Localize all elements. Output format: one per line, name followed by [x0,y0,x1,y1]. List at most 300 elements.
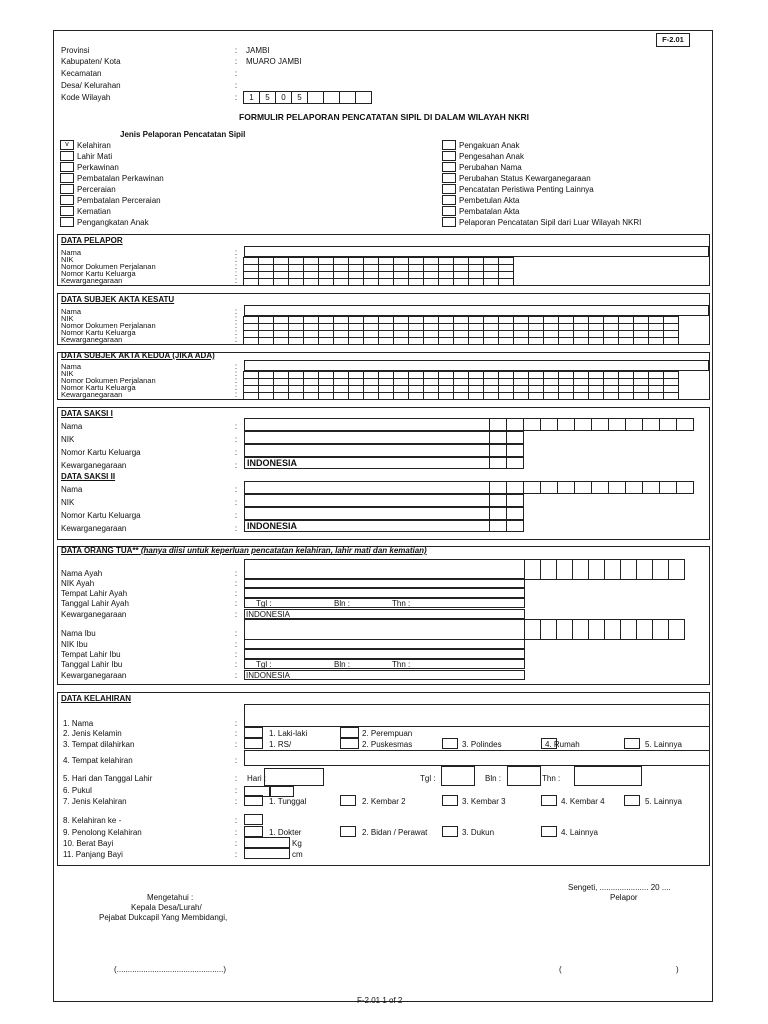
provinsi-label: Provinsi [61,46,90,55]
saksi1-nama-cells-cell[interactable] [659,418,677,431]
kelahiran-nama-box[interactable] [244,704,710,727]
pelapor-row-4-cell[interactable] [348,278,364,286]
kode-digit-cell[interactable] [355,91,372,104]
subjek2-field-label: Nama [61,362,82,371]
subjek2-row-4-cell[interactable] [603,392,619,400]
subjek1-row-4-cell[interactable] [603,337,619,345]
ibu-nama-cells-cell[interactable] [524,619,541,640]
ayah-nama-box[interactable] [244,559,525,580]
kode-digit-cell[interactable] [339,91,356,104]
jenis-option-label: Kelahiran [77,141,111,150]
ayah-tanggal-box[interactable] [244,598,525,608]
jenis-kelahiran-option-label: 5. Lainnya [645,797,682,806]
ayah-nama-cells-cell[interactable] [636,559,653,580]
colon: : [234,383,238,392]
saksi2-nama-cells-cell[interactable] [523,481,541,494]
penolong-checkbox[interactable] [244,826,263,837]
ibu-field-label: NIK Ibu [61,640,88,649]
subjek2-row-4-cell[interactable] [573,392,589,400]
ayah-thn-label: Thn : [392,599,411,608]
saksi1-nama-cells-cell[interactable] [591,418,609,431]
saksi2-kk-cells-cell[interactable] [489,507,507,520]
jenis-checkbox[interactable] [60,162,74,172]
subjek2-row-4-cell[interactable] [558,392,574,400]
colon: : [234,422,238,431]
colon: : [234,850,238,859]
jenis-checkbox[interactable] [60,173,74,183]
tempat-checkbox[interactable] [244,738,263,749]
jenis-checkbox[interactable] [60,195,74,205]
saksi2-nama-cells-cell[interactable] [625,481,643,494]
colon: : [234,650,238,659]
colon: : [234,660,238,669]
subjek2-row-4[interactable] [244,392,679,400]
ayah-nik-box[interactable] [244,578,525,588]
subjek1-row-4-cell[interactable] [483,337,499,345]
penolong-checkbox[interactable] [442,826,458,837]
berat-box[interactable] [244,837,290,848]
subjek2-row-4-cell[interactable] [273,392,289,400]
ayah-tempat-box[interactable] [244,588,525,598]
thn-box[interactable] [574,766,642,786]
jenis-kelahiran-checkbox[interactable] [340,795,356,806]
saksi2-kw-cells[interactable] [490,520,524,532]
ortu-note: (hanya diisi untuk keperluan pencatatan kelahiran, lahir mati dan kematian) [140,546,427,555]
colon: : [234,269,238,278]
subjek2-row-4-cell[interactable] [303,392,319,400]
subjek2-row-4-cell[interactable] [258,392,274,400]
pelapor-row-4-cell[interactable] [318,278,334,286]
jenis-checkbox[interactable] [60,206,74,216]
pelapor-row-4-cell[interactable] [288,278,304,286]
ayah-nama-cells-cell[interactable] [604,559,621,580]
saksi2-kk-box[interactable] [244,507,490,520]
bln-box[interactable] [507,766,541,786]
ibu-nama-cells-cell[interactable] [652,619,669,640]
kode-digit-cell[interactable]: 5 [259,91,276,104]
ayah-nama-cells-cell[interactable] [524,559,541,580]
saksi1-field-label: Nomor Kartu Keluarga [61,448,141,457]
saksi1-nik-box[interactable] [244,431,490,444]
subjek2-row-4-cell[interactable] [513,392,529,400]
saksi1-nama-cells-cell[interactable] [523,418,541,431]
subjek2-row-4-cell[interactable] [318,392,334,400]
ayah-nama-cells-cell[interactable] [572,559,589,580]
colon: : [234,839,238,848]
subjek1-row-4-cell[interactable] [348,337,364,345]
pelapor-row-4-cell[interactable] [273,278,289,286]
mengetahui-label: Mengetahui : [147,893,194,902]
subjek2-row-4-cell[interactable] [333,392,349,400]
subjek1-row-4-cell[interactable] [663,337,679,345]
pelapor-row-4-cell[interactable] [303,278,319,286]
saksi2-nama-cells[interactable] [490,481,694,494]
ayah-bln-label: Bln : [334,599,351,608]
colon: : [234,579,238,588]
ortu-heading [61,546,427,555]
pelapor-row-4-cell[interactable] [363,278,379,286]
kelahiran-item-label: 4. Tempat kelahiran [63,756,133,765]
saksi2-kk-cells[interactable] [490,507,524,520]
saksi1-nama-cells-cell[interactable] [557,418,575,431]
tempat-checkbox[interactable] [340,738,359,749]
ayah-nama-cells-cell[interactable] [620,559,637,580]
kode-digit-cell[interactable]: 0 [275,91,292,104]
subjek2-row-4-cell[interactable] [393,392,409,400]
penolong-checkbox[interactable] [340,826,356,837]
tempat-option-label: 4. Rumah [545,740,580,749]
jenis-option-label: Pengesahan Anak [459,152,524,161]
ibu-nama-cells-cell[interactable] [572,619,589,640]
tempat-kelahiran-box[interactable] [244,750,710,766]
saksi2-field-label: Nomor Kartu Keluarga [61,511,141,520]
ayah-nama-cells-cell[interactable] [540,559,557,580]
jenis-checkbox[interactable] [60,217,74,227]
kabupaten-label: Kabupaten/ Kota [61,57,121,66]
desa-label: Desa/ Kelurahan [61,81,121,90]
saksi1-kw-cells-cell[interactable] [506,457,524,469]
saksi1-kk-box[interactable] [244,444,490,457]
colon: : [234,362,238,371]
ayah-nama-cells[interactable] [525,559,685,580]
tempat-option-label: 3. Polindes [462,740,502,749]
subjek2-row-4-cell[interactable] [408,392,424,400]
subjek1-row-4-cell[interactable] [273,337,289,345]
subjek2-row-4-cell[interactable] [423,392,439,400]
ibu-nama-cells-cell[interactable] [668,619,685,640]
saksi1-nama-cells-cell[interactable] [506,418,524,431]
subjek2-row-4-cell[interactable] [243,392,259,400]
jenis-kelahiran-option-label: 1. Tunggal [269,797,307,806]
tempat-checkbox[interactable] [624,738,640,749]
tempat-checkbox[interactable] [442,738,458,749]
pelapor-row-4-cell[interactable] [243,278,259,286]
subjek1-field-label: Nomor Dokumen Perjalanan [61,321,156,330]
colon: : [234,314,238,323]
subjek1-row-4-cell[interactable] [633,337,649,345]
saksi1-kk-cells-cell[interactable] [489,444,507,457]
subjek2-heading: DATA SUBJEK AKTA KEDUA (JIKA ADA) [61,351,215,360]
saksi2-nama-cells-cell[interactable] [608,481,626,494]
subjek2-row-4-cell[interactable] [498,392,514,400]
saksi2-nik-cells-cell[interactable] [489,494,507,507]
colon: : [234,797,238,806]
jenis-kelahiran-option-label: 2. Kembar 2 [362,797,406,806]
jenis-checkbox[interactable] [442,140,456,150]
saksi2-nama-cells-cell[interactable] [659,481,677,494]
ibu-nama-cells-cell[interactable] [636,619,653,640]
ibu-tanggal-box[interactable] [244,659,525,669]
saksi1-nama-cells-cell[interactable] [574,418,592,431]
saksi1-nik-cells[interactable] [490,431,524,444]
provinsi-value[interactable]: JAMBI [246,46,270,55]
kelahiran-ke-box[interactable] [244,814,263,825]
jenis-heading: Jenis Pelaporan Pencatatan Sipil [120,130,246,139]
subjek1-row-4-cell[interactable] [423,337,439,345]
subjek2-row-4-cell[interactable] [453,392,469,400]
colon: : [234,255,238,264]
pelapor-nama-box[interactable] [244,246,709,257]
kelahiran-item-label: 3. Tempat dilahirkan [63,740,135,749]
jenis-checkbox[interactable] [442,184,456,194]
subjek1-row-4-cell[interactable] [558,337,574,345]
pelapor-row-4-cell[interactable] [453,278,469,286]
saksi2-nama-cells-cell[interactable] [557,481,575,494]
subjek1-row-4-cell[interactable] [513,337,529,345]
ibu-nama-cells-cell[interactable] [540,619,557,640]
jenis-option-label: Pencatatan Peristiwa Penting Lainnya [459,185,594,194]
saksi2-nama-cells-cell[interactable] [642,481,660,494]
subjek2-row-4-cell[interactable] [378,392,394,400]
jenis-kelahiran-checkbox[interactable] [442,795,458,806]
pelapor-row-4-cell[interactable] [258,278,274,286]
subjek2-row-4-cell[interactable] [633,392,649,400]
saksi2-nama-cells-cell[interactable] [591,481,609,494]
pukul-box[interactable] [270,786,294,797]
pelapor-heading: DATA PELAPOR [61,236,123,245]
jenis-kelahiran-checkbox[interactable] [244,795,263,806]
colon: : [234,335,238,344]
ibu-field-label: Kewarganegaraan [61,671,127,680]
ayah-tgl-label: Tgl : [256,599,272,608]
tempat-option-label: 2. Puskesmas [362,740,413,749]
kode-digit-cell[interactable]: 1 [243,91,260,104]
colon: : [234,485,238,494]
saksi1-nama-cells-cell[interactable] [642,418,660,431]
saksi2-nama-cells-cell[interactable] [506,481,524,494]
ayah-nama-cells-cell[interactable] [588,559,605,580]
kode-wilayah-label: Kode Wilayah [61,93,111,102]
jenis-checkbox[interactable] [442,162,456,172]
subjek1-row-4-cell[interactable] [438,337,454,345]
subjek1-row-4-cell[interactable] [408,337,424,345]
jenis-option-label: Kematian [77,207,111,216]
subjek2-row-4-cell[interactable] [663,392,679,400]
subjek1-row-4-cell[interactable] [468,337,484,345]
subjek2-row-4-cell[interactable] [438,392,454,400]
kode-digit-cell[interactable] [307,91,324,104]
ayah-nama-cells-cell[interactable] [652,559,669,580]
subjek1-row-4-cell[interactable] [498,337,514,345]
saksi1-nama-box[interactable] [244,418,490,431]
subjek1-row-4[interactable] [244,337,679,345]
jenis-checkbox[interactable] [442,206,456,216]
kode-wilayah-cells[interactable] [244,91,372,104]
ibu-tempat-box[interactable] [244,649,525,659]
ibu-nama-cells-cell[interactable] [588,619,605,640]
pelapor-row-4-cell[interactable] [423,278,439,286]
pelapor-row-4-cell[interactable] [333,278,349,286]
penolong-option-label: 3. Dukun [462,828,495,837]
subjek1-row-4-cell[interactable] [618,337,634,345]
ibu-nama-cells-cell[interactable] [620,619,637,640]
jenis-checkbox[interactable] [442,151,456,161]
left-signature-name[interactable]: (................................................) [114,965,227,974]
subjek2-row-4-cell[interactable] [363,392,379,400]
colon: : [234,262,238,271]
saksi2-kk-cells-cell[interactable] [506,507,524,520]
form-code: F-2.01 [656,33,690,47]
saksi2-heading: DATA SAKSI II [61,472,116,481]
pelapor-field-label: Nama [61,248,82,257]
subjek1-row-4-cell[interactable] [243,337,259,345]
hari-box[interactable] [264,768,324,786]
subjek2-row-4-cell[interactable] [618,392,634,400]
subjek2-nama-box[interactable] [244,360,709,371]
saksi2-nama-cells-cell[interactable] [574,481,592,494]
ayah-field-label: Tempat Lahir Ayah [61,589,128,598]
saksi1-nama-cells-cell[interactable] [540,418,558,431]
ibu-nama-cells[interactable] [525,619,685,640]
jenis-checkbox[interactable] [442,195,456,205]
subjek2-row-4-cell[interactable] [348,392,364,400]
subjek2-row-4-cell[interactable] [483,392,499,400]
saksi2-nama-cells-cell[interactable] [676,481,694,494]
subjek1-row-4-cell[interactable] [303,337,319,345]
saksi2-kewarganegaraan-value: INDONESIA [247,521,298,531]
saksi2-nama-cells-cell[interactable] [489,481,507,494]
hari-label: Hari : [247,774,267,783]
subjek1-row-4-cell[interactable] [288,337,304,345]
form-title: FORMULIR PELAPORAN PENCATATAN SIPIL DI DALAM WILAYAH NKRI [239,112,529,122]
berat-unit: Kg [292,839,302,848]
jenis-checkbox[interactable] [442,217,456,227]
jenis-kelahiran-checkbox[interactable] [624,795,640,806]
saksi2-nama-box[interactable] [244,481,490,494]
subjek2-row-4-cell[interactable] [468,392,484,400]
pelapor-row-4-cell[interactable] [483,278,499,286]
pelapor-row-4-cell[interactable] [378,278,394,286]
pelapor-field-label: Kewarganegaraan [61,276,123,285]
ayah-nama-cells-cell[interactable] [556,559,573,580]
pelapor-row-4[interactable] [244,278,514,286]
subjek2-row-4-cell[interactable] [528,392,544,400]
subjek1-row-4-cell[interactable] [363,337,379,345]
panjang-unit: cm [292,850,303,859]
colon: : [234,774,238,783]
subjek2-row-4-cell[interactable] [543,392,559,400]
saksi1-kk-cells[interactable] [490,444,524,457]
saksi2-nik-cells[interactable] [490,494,524,507]
ibu-nama-cells-cell[interactable] [604,619,621,640]
subjek1-row-4-cell[interactable] [333,337,349,345]
subjek1-row-4-cell[interactable] [648,337,664,345]
pejabat-label: Pejabat Dukcapil Yang Membidangi, [99,913,228,922]
saksi2-nama-cells-cell[interactable] [540,481,558,494]
saksi2-nik-box[interactable] [244,494,490,507]
kelamin-checkbox[interactable] [244,727,263,738]
panjang-box[interactable] [244,848,290,859]
tgl-box[interactable] [441,766,475,786]
kabupaten-value[interactable]: MUARO JAMBI [246,57,302,66]
kode-digit-cell[interactable] [323,91,340,104]
saksi2-kw-cells-cell[interactable] [506,520,524,532]
kelamin-checkbox[interactable] [340,727,359,738]
subjek1-row-4-cell[interactable] [573,337,589,345]
subjek1-row-4-cell[interactable] [588,337,604,345]
subjek1-row-4-cell[interactable] [453,337,469,345]
pelapor-row-4-cell[interactable] [498,278,514,286]
subjek2-row-4-cell[interactable] [648,392,664,400]
tempat-option-label: 1. RS/ [269,740,292,749]
colon: : [234,719,238,728]
jenis-checkbox[interactable] [442,173,456,183]
saksi1-nama-cells[interactable] [490,418,694,431]
colon: : [234,248,238,257]
kode-digit-cell[interactable]: 5 [291,91,308,104]
saksi1-kk-cells-cell[interactable] [506,444,524,457]
saksi2-field-label: Nama [61,485,83,494]
saksi1-nama-cells-cell[interactable] [489,418,507,431]
pelapor-row-4-cell[interactable] [408,278,424,286]
ibu-kewarganegaraan-value: INDONESIA [246,671,291,680]
saksi1-kw-cells-cell[interactable] [489,457,507,469]
subjek1-row-4-cell[interactable] [318,337,334,345]
subjek1-row-4-cell[interactable] [393,337,409,345]
subjek2-row-4-cell[interactable] [288,392,304,400]
colon: : [234,511,238,520]
pelapor-field-label: NIK [61,255,74,264]
jenis-checkbox[interactable] [60,184,74,194]
ibu-field-label: Tempat Lahir Ibu [61,650,121,659]
colon: : [234,828,238,837]
jenis-option-label: Perkawinan [77,163,119,172]
colon: : [234,524,238,533]
saksi1-nama-cells-cell[interactable] [676,418,694,431]
saksi2-kw-cells-cell[interactable] [489,520,507,532]
subjek2-row-4-cell[interactable] [588,392,604,400]
ibu-nama-cells-cell[interactable] [556,619,573,640]
saksi1-nik-cells-cell[interactable] [506,431,524,444]
ayah-nama-cells-cell[interactable] [668,559,685,580]
kelahiran-item-label: 8. Kelahiran ke - [63,816,122,825]
colon: : [234,729,238,738]
subjek1-heading: DATA SUBJEK AKTA KESATU [61,295,175,304]
subjek1-field-label: Kewarganegaraan [61,335,123,344]
penolong-checkbox[interactable] [541,826,557,837]
kelahiran-heading: DATA KELAHIRAN [61,694,132,703]
jenis-checkbox[interactable]: v [60,140,74,150]
jenis-option-label: Perceraian [77,185,116,194]
pelapor-row-4-cell[interactable] [393,278,409,286]
jenis-kelahiran-checkbox[interactable] [541,795,557,806]
ibu-nama-box[interactable] [244,619,525,640]
saksi1-nama-cells-cell[interactable] [625,418,643,431]
subjek1-row-4-cell[interactable] [258,337,274,345]
saksi1-nama-cells-cell[interactable] [608,418,626,431]
colon: : [234,69,238,78]
jenis-option-label: Pembatalan Perkawinan [77,174,164,183]
subjek1-row-4-cell[interactable] [528,337,544,345]
colon: : [234,276,238,285]
ibu-nik-box[interactable] [244,639,525,649]
thn-label: Thn : [542,774,561,783]
jenis-checkbox[interactable] [60,151,74,161]
pelapor-row-4-cell[interactable] [438,278,454,286]
saksi2-nik-cells-cell[interactable] [506,494,524,507]
colon: : [234,81,238,90]
pelapor-row-4-cell[interactable] [468,278,484,286]
colon: : [234,390,238,399]
subjek1-row-4-cell[interactable] [543,337,559,345]
penolong-option-label: 2. Bidan / Perawat [362,828,428,837]
colon: : [234,756,238,765]
subjek1-row-4-cell[interactable] [378,337,394,345]
ibu-bln-label: Bln : [334,660,351,669]
subjek1-nama-box[interactable] [244,305,709,316]
saksi1-kw-cells[interactable] [490,457,524,469]
saksi1-nik-cells-cell[interactable] [489,431,507,444]
